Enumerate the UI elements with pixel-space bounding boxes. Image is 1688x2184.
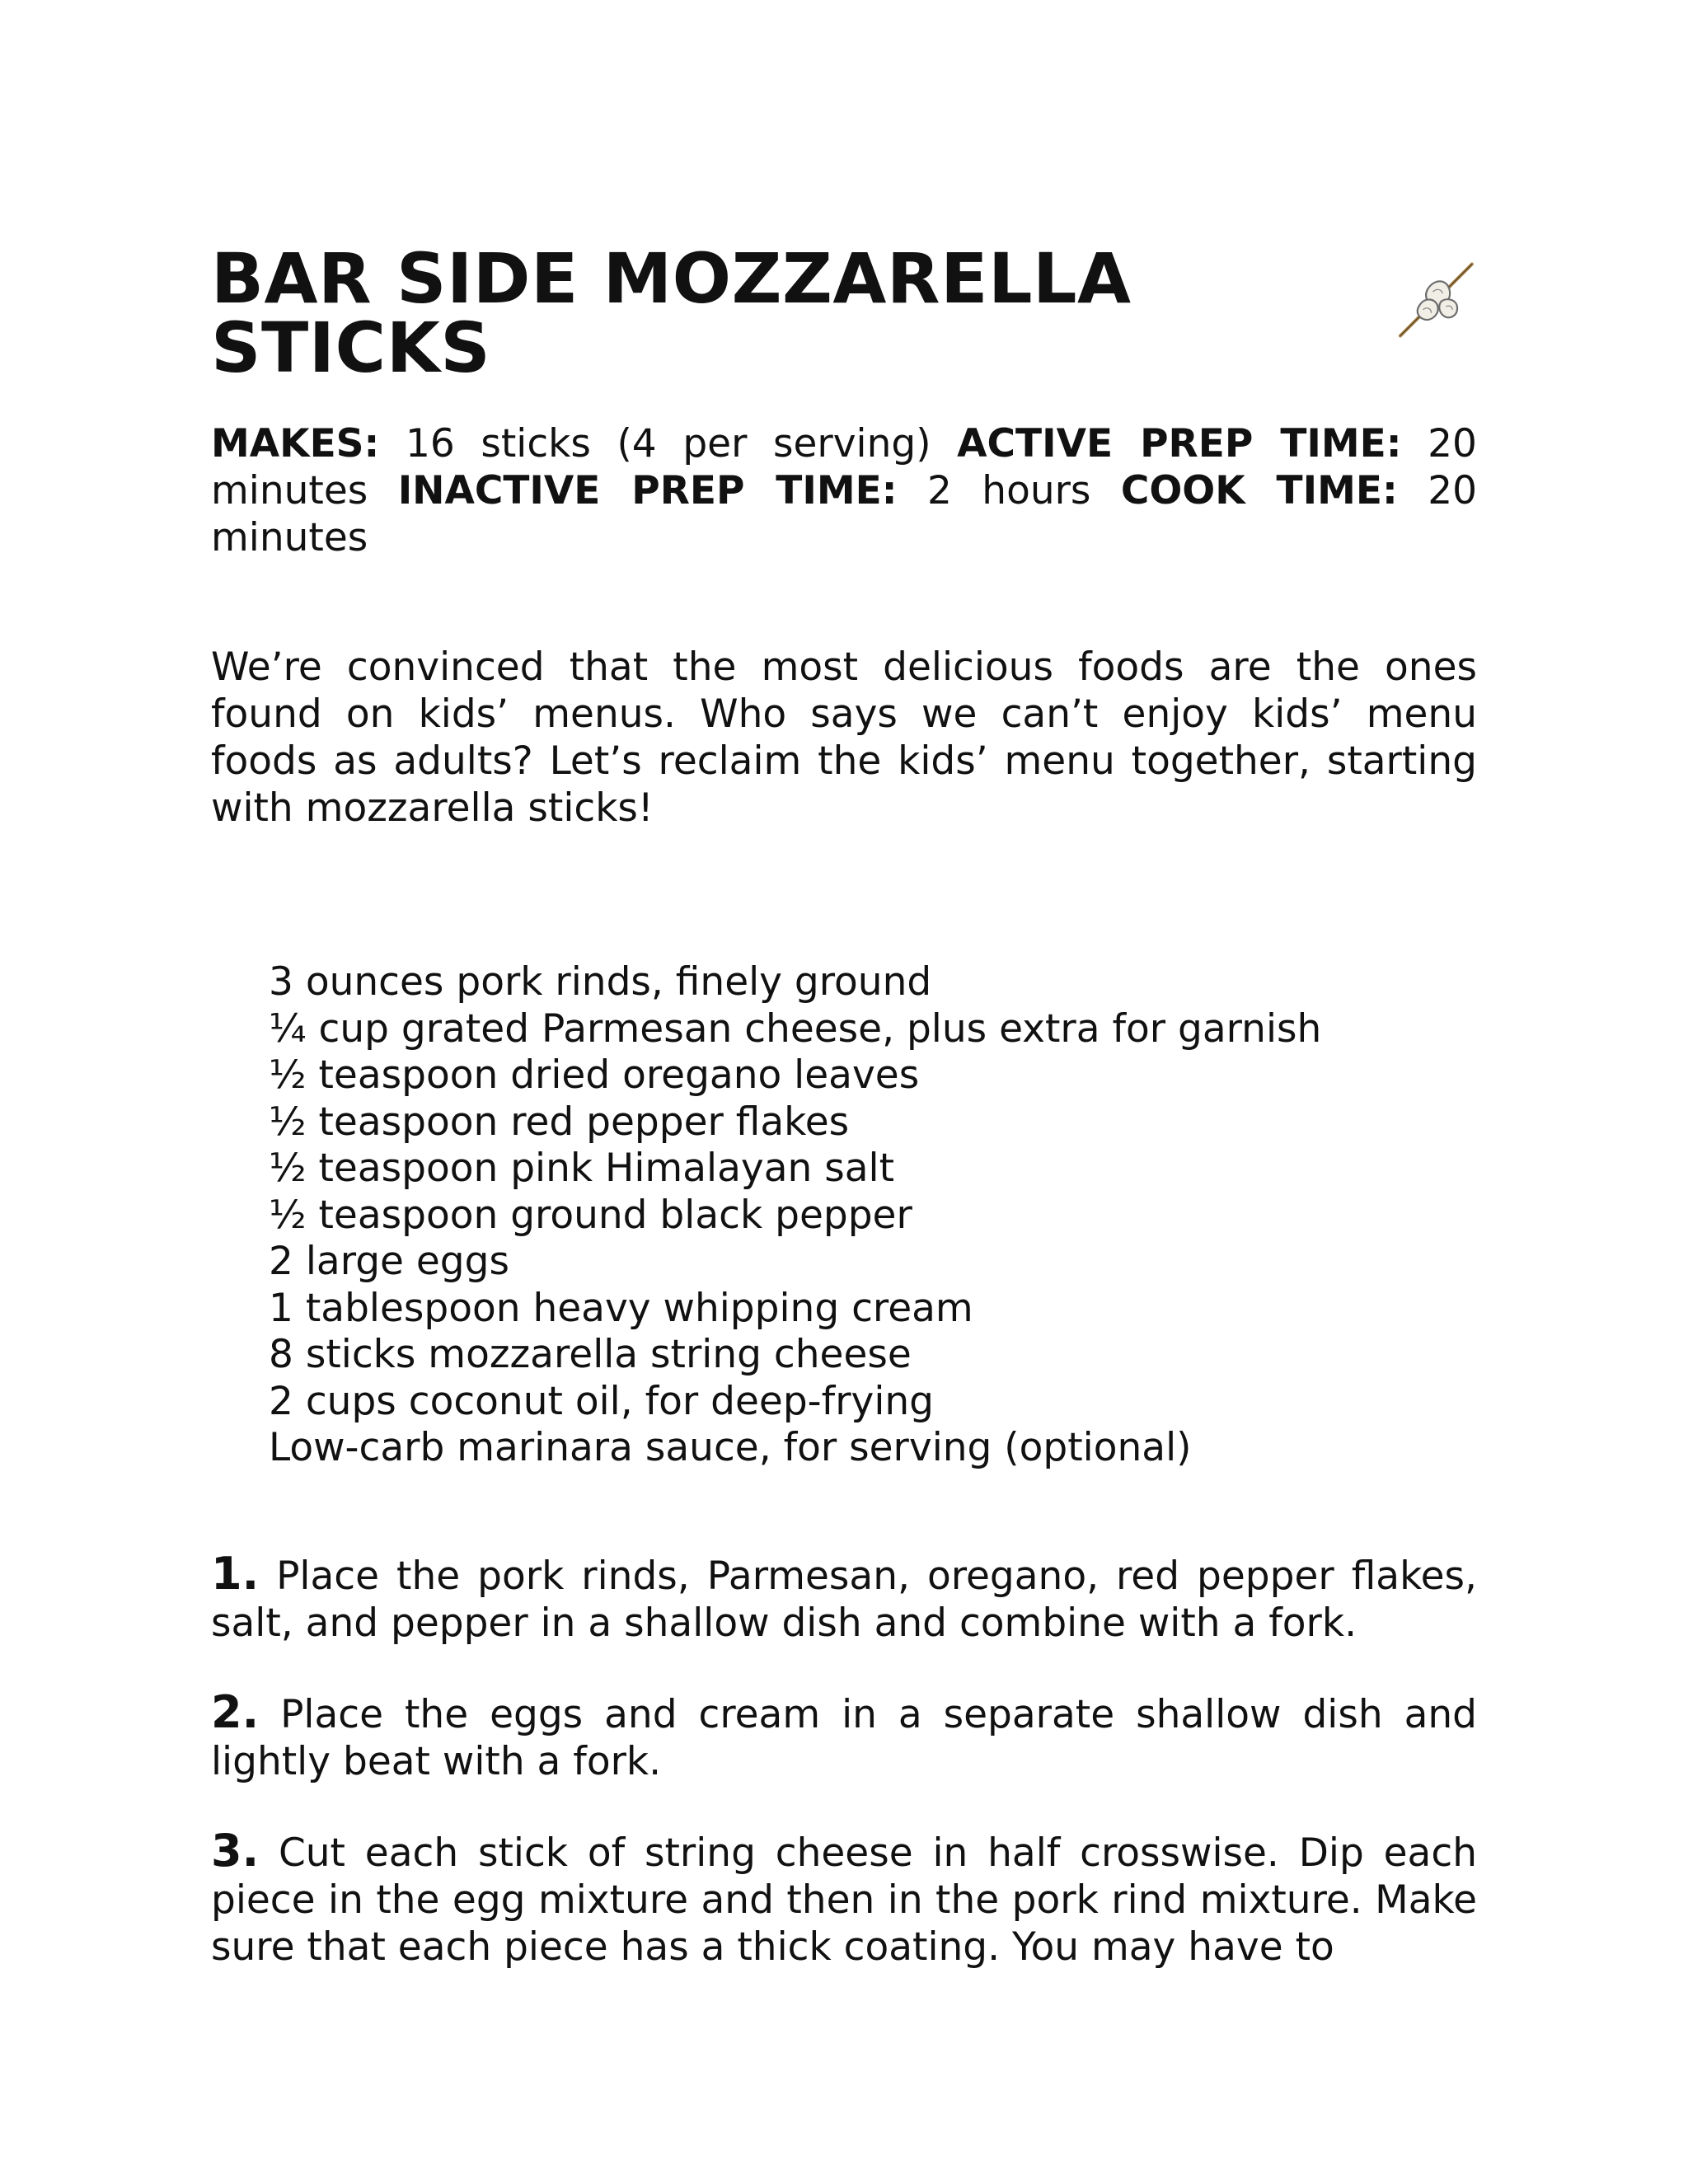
step-number: 3. <box>211 1824 260 1877</box>
ingredient-item: ½ teaspoon ground black pepper <box>269 1192 912 1238</box>
makes-label: MAKES: <box>211 421 380 466</box>
step-3 <box>211 1824 1477 1971</box>
instruction-steps <box>211 1547 1477 1971</box>
ingredient-item: ¼ cup grated Parmesan cheese, plus extra for garnish <box>269 1005 1322 1052</box>
recipe-meta <box>211 420 1477 561</box>
ingredient-item: ½ teaspoon pink Himalayan salt <box>269 1146 894 1191</box>
recipe-title: BAR SIDE MOZZARELLA STICKS <box>211 238 1132 388</box>
step-text: Place the eggs and cream in a separate shallow dish and lightly beat with a fork. <box>211 1691 1477 1784</box>
cook-time-value: 20 minutes <box>211 468 1477 560</box>
step-number: 1. <box>211 1547 260 1600</box>
inactive-prep-label: INACTIVE PREP TIME: <box>397 468 898 513</box>
ingredient-item: ½ teaspoon red pepper flakes <box>269 1099 850 1145</box>
ingredient-item: ½ teaspoon dried oregano leaves <box>269 1052 920 1098</box>
inactive-prep-value: 2 hours <box>926 468 1091 513</box>
ingredient-item: 3 ounces pork rinds, finely ground <box>269 959 932 1005</box>
ingredient-list <box>211 959 1477 1472</box>
ingredient-item: Low-carb marinara sauce, for serving (optional) <box>269 1425 1192 1470</box>
ingredient-item: 1 tablespoon heavy whipping cream <box>269 1285 973 1331</box>
cook-time-label: COOK TIME: <box>1120 468 1398 513</box>
makes-value: 16 sticks (4 per serving) <box>405 421 931 466</box>
ingredient-item: 8 sticks mozzarella string cheese <box>269 1332 912 1377</box>
title-row <box>211 238 1477 388</box>
step-number: 2. <box>211 1685 260 1738</box>
mozzarella-skewer-icon <box>1395 257 1477 343</box>
active-prep-value: 20 minutes <box>211 421 1477 513</box>
step-2 <box>211 1685 1477 1785</box>
step-1 <box>211 1547 1477 1647</box>
active-prep-label: ACTIVE PREP TIME: <box>957 421 1402 466</box>
ingredient-item: 2 cups coconut oil, for deep-frying <box>269 1378 935 1424</box>
recipe-content <box>211 238 1477 2013</box>
intro-paragraph: We’re convinced that the most delicious foods are the ones found on kids’ menus. Who says we can’t enjoy kids’ menu foods as adults? Let’s reclaim the kids’ menu together, starting with mozzarella sticks! <box>211 644 1477 831</box>
step-text: Cut each stick of string cheese in half crosswise. Dip each piece in the egg mixture and then in the pork rind mixture. Make sure that each piece has a thick coating. You may have to <box>211 1830 1477 1970</box>
ingredient-item: 2 large eggs <box>269 1239 509 1284</box>
step-text: Place the pork rinds, Parmesan, oregano, red pepper flakes, salt, and pepper in a shallow dish and combine with a fork. <box>211 1553 1477 1646</box>
